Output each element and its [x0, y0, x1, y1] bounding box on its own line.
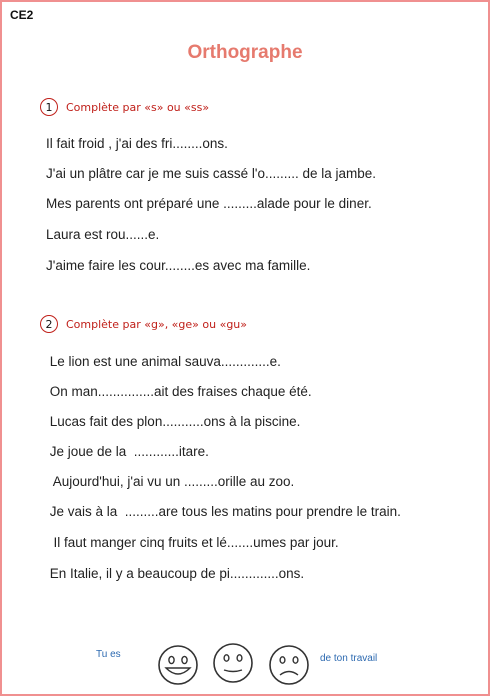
exercise-1-header [40, 98, 209, 116]
ex1-sentence-5: J'aime faire les cour........es avec ma famille. [46, 258, 311, 273]
ex2-sentence-4: Je joue de la ............itare. [46, 444, 209, 459]
ex1-sentence-2: J'ai un plâtre car je me suis cassé l'o......... de la jambe. [46, 166, 377, 181]
ex2-sentence-5: Aujourd'hui, j'ai vu un .........orille au zoo. [46, 474, 295, 489]
exercise-1-instruction: Complète par «s» ou «ss» [66, 100, 210, 114]
footer-left-text: Tu es [96, 649, 121, 660]
footer-right-text: de ton travail [320, 653, 378, 664]
happy-face-icon [156, 644, 200, 686]
level-label: CE2 [10, 8, 34, 22]
neutral-face-icon [211, 642, 255, 684]
ex1-sentence-1: Il fait froid , j'ai des fri........ons. [46, 136, 228, 151]
exercise-2-header [40, 315, 247, 333]
ex1-sentence-4: Laura est rou......e. [46, 227, 160, 242]
exercise-2-number: 2 [40, 315, 58, 333]
ex2-sentence-1: Le lion est une animal sauva.............e. [46, 354, 281, 369]
ex2-sentence-6: Je vais à la .........are tous les matins pour prendre le train. [46, 504, 401, 519]
sad-face-icon [267, 644, 311, 686]
ex2-sentence-8: En Italie, il y a beaucoup de pi.............ons. [46, 566, 305, 581]
ex2-sentence-2: On man...............ait des fraises chaque été. [46, 384, 312, 399]
ex2-sentence-3: Lucas fait des plon...........ons à la piscine. [46, 414, 301, 429]
ex1-sentence-3: Mes parents ont préparé une .........alade pour le diner. [46, 196, 372, 211]
exercise-1-number: 1 [40, 98, 58, 116]
exercise-2-instruction: Complète par «g», «ge» ou «gu» [66, 317, 248, 331]
page-title: Orthographe [187, 42, 303, 63]
ex2-sentence-7: Il faut manger cinq fruits et lé.......umes par jour. [46, 535, 339, 550]
